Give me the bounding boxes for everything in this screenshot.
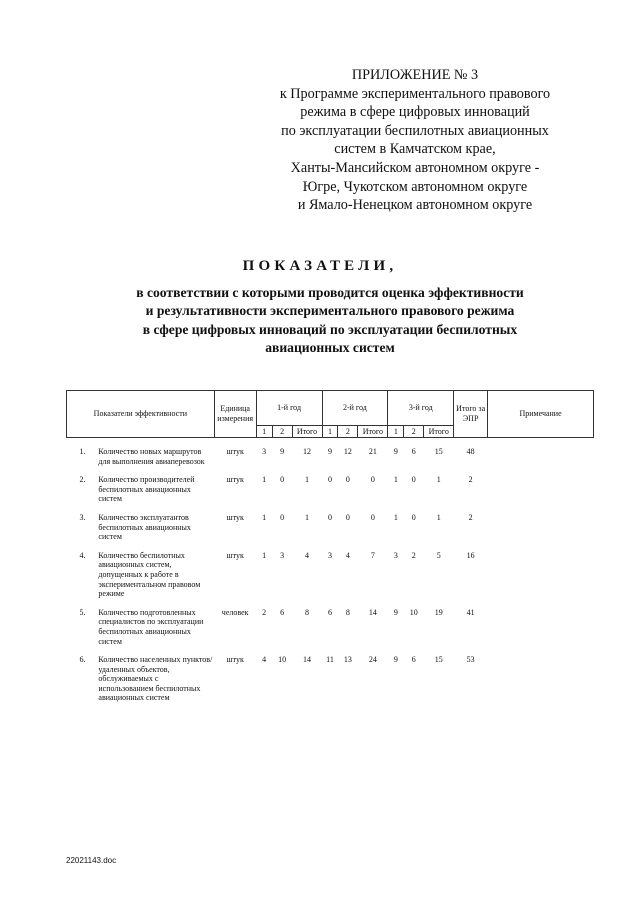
file-name-footer: 22021143.doc [66, 856, 117, 865]
row-indicator: Количество производителей беспилотных авиационных систем [98, 475, 195, 504]
indicators-table [66, 390, 594, 703]
row-y3-2: 10 [409, 607, 418, 617]
row-y1-2: 9 [280, 447, 285, 456]
row-y2-2: 12 [343, 447, 352, 456]
row-y2-1: 0 [327, 512, 332, 522]
row-y2-2: 0 [345, 512, 350, 522]
row-y2-1: 0 [327, 475, 332, 485]
row-y3-total: 1 [436, 475, 441, 485]
row-y2-1: 3 [327, 550, 332, 560]
row-y1-1: 1 [262, 475, 267, 485]
document-subtitle [60, 284, 600, 358]
row-number: 3. [79, 512, 86, 522]
row-total: 48 [466, 447, 475, 456]
row-y2-2: 13 [343, 655, 352, 665]
subtitle-line: в соответствии с которыми проводится оценка эффективности [136, 285, 524, 300]
row-y1-total: 4 [305, 550, 310, 560]
appendix-line: по эксплуатации беспилотных авиационных [281, 122, 549, 139]
appendix-line: Югре, Чукотском автономном округе [302, 178, 528, 195]
row-unit: штук [226, 447, 244, 456]
table-row [67, 655, 594, 703]
row-y3-1: 1 [393, 512, 398, 522]
appendix-line: к Программе экспериментального правового [279, 85, 551, 102]
row-y3-2: 2 [411, 550, 416, 560]
row-y3-1: 9 [393, 655, 398, 665]
header-sub-1: 1 [256, 426, 272, 438]
document-title: ПОКАЗАТЕЛИ, [242, 258, 398, 274]
row-y3-1: 9 [393, 607, 398, 617]
header-sub-total: Итого [424, 426, 454, 438]
header-sub-total: Итого [358, 426, 388, 438]
row-y1-1: 3 [262, 447, 267, 456]
header-indicators: Показатели эффективности [67, 391, 215, 438]
row-y1-total: 1 [305, 512, 310, 522]
row-y1-1: 1 [262, 512, 267, 522]
row-note [488, 475, 594, 504]
row-y1-1: 1 [262, 550, 267, 560]
row-unit: штук [226, 475, 244, 485]
row-total: 2 [468, 475, 473, 485]
row-y2-total: 21 [368, 447, 377, 456]
row-unit: штук [226, 655, 244, 665]
row-y2-1: 6 [327, 607, 332, 617]
row-indicator: Количество населенных пунктов/ удаленных объектов, обслуживаемых с использованием беспилотных авиационных систем [98, 655, 213, 703]
row-y3-total: 1 [436, 512, 441, 522]
row-y3-total: 15 [434, 655, 443, 665]
row-number: 1. [79, 447, 86, 456]
header-sub-2: 2 [338, 426, 358, 438]
row-unit: человек [221, 607, 249, 617]
row-y1-total: 12 [303, 447, 312, 456]
row-y2-total: 14 [368, 607, 377, 617]
row-y2-2: 0 [345, 475, 350, 485]
header-year3: 3-й год [388, 391, 454, 426]
header-sub-2: 2 [404, 426, 424, 438]
row-note [488, 655, 594, 703]
header-sub-1: 1 [322, 426, 338, 438]
row-y1-2: 6 [280, 607, 285, 617]
row-y1-2: 0 [280, 512, 285, 522]
row-y3-2: 0 [411, 512, 416, 522]
row-unit: штук [226, 512, 244, 522]
row-indicator: Количество подготовленных специалистов по эксплуатации беспилотных авиационных систем [98, 607, 204, 646]
header-sub-2: 2 [272, 426, 292, 438]
row-note [488, 513, 594, 542]
row-y1-2: 10 [278, 655, 287, 665]
header-note: Примечание [488, 391, 594, 438]
row-y3-total: 5 [436, 550, 441, 560]
row-y2-total: 24 [368, 655, 377, 665]
header-unit: Единица измерения [214, 391, 256, 438]
table-row [67, 551, 594, 599]
row-y1-2: 0 [280, 475, 285, 485]
row-number: 4. [79, 550, 86, 560]
row-y1-total: 14 [303, 655, 312, 665]
row-y1-1: 2 [262, 607, 267, 617]
row-y1-1: 4 [262, 655, 267, 665]
row-indicator: Количество беспилотных авиационных систем, допущенных к работе в экспериментальном правовом режиме [98, 550, 201, 599]
appendix-header [250, 66, 580, 215]
row-total: 16 [466, 550, 475, 560]
row-number: 5. [79, 607, 86, 617]
row-y3-total: 19 [434, 607, 443, 617]
row-indicator: Количество эксплуатантов беспилотных авиационных систем [98, 512, 191, 542]
appendix-line: ПРИЛОЖЕНИЕ № 3 [351, 67, 479, 83]
row-y2-total: 0 [370, 512, 375, 522]
row-y2-2: 8 [345, 607, 350, 617]
subtitle-line: авиационных систем [265, 340, 395, 356]
table-row [67, 608, 594, 646]
row-total: 2 [468, 512, 473, 522]
row-note [488, 551, 594, 599]
header-year1: 1-й год [256, 391, 322, 426]
row-y2-1: 9 [327, 447, 332, 456]
row-y3-1: 9 [393, 447, 398, 456]
row-y1-total: 1 [305, 475, 310, 485]
row-number: 6. [79, 655, 86, 665]
table-row [67, 513, 594, 542]
row-y3-2: 6 [411, 655, 416, 665]
row-total: 41 [466, 607, 475, 617]
row-note [488, 608, 594, 646]
row-total: 53 [466, 655, 475, 665]
table-row [67, 475, 594, 504]
header-total: Итого за ЭПР [454, 391, 488, 438]
row-unit: штук [226, 550, 244, 560]
row-y3-2: 6 [411, 447, 416, 456]
table-row [67, 447, 594, 466]
header-sub-1: 1 [388, 426, 404, 438]
subtitle-line: и результативности экспериментального правового режима [145, 303, 515, 319]
row-y2-2: 4 [345, 550, 350, 560]
row-note [488, 447, 594, 466]
row-y2-total: 0 [370, 475, 375, 485]
appendix-line: и Ямало-Ненецком автономном округе [297, 197, 533, 214]
header-sub-total: Итого [292, 426, 322, 438]
row-y3-total: 15 [434, 447, 443, 456]
row-y1-2: 3 [280, 550, 285, 560]
row-y1-total: 8 [305, 607, 310, 617]
appendix-line: систем в Камчатском крае, [334, 141, 496, 158]
appendix-line: Ханты-Мансийском автономном округе - [290, 159, 540, 176]
row-y3-1: 3 [393, 550, 398, 560]
row-y2-1: 11 [326, 655, 334, 665]
row-y2-total: 7 [370, 550, 375, 560]
row-number: 2. [79, 475, 86, 485]
subtitle-line: в сфере цифровых инноваций по эксплуатации беспилотных [142, 321, 518, 337]
row-y3-1: 1 [393, 475, 398, 485]
row-y3-2: 0 [411, 475, 416, 485]
header-year2: 2-й год [322, 391, 388, 426]
row-indicator: Количество новых маршрутов для выполнения авиаперевозок [98, 447, 205, 466]
appendix-line: режима в сфере цифровых инноваций [300, 104, 530, 121]
